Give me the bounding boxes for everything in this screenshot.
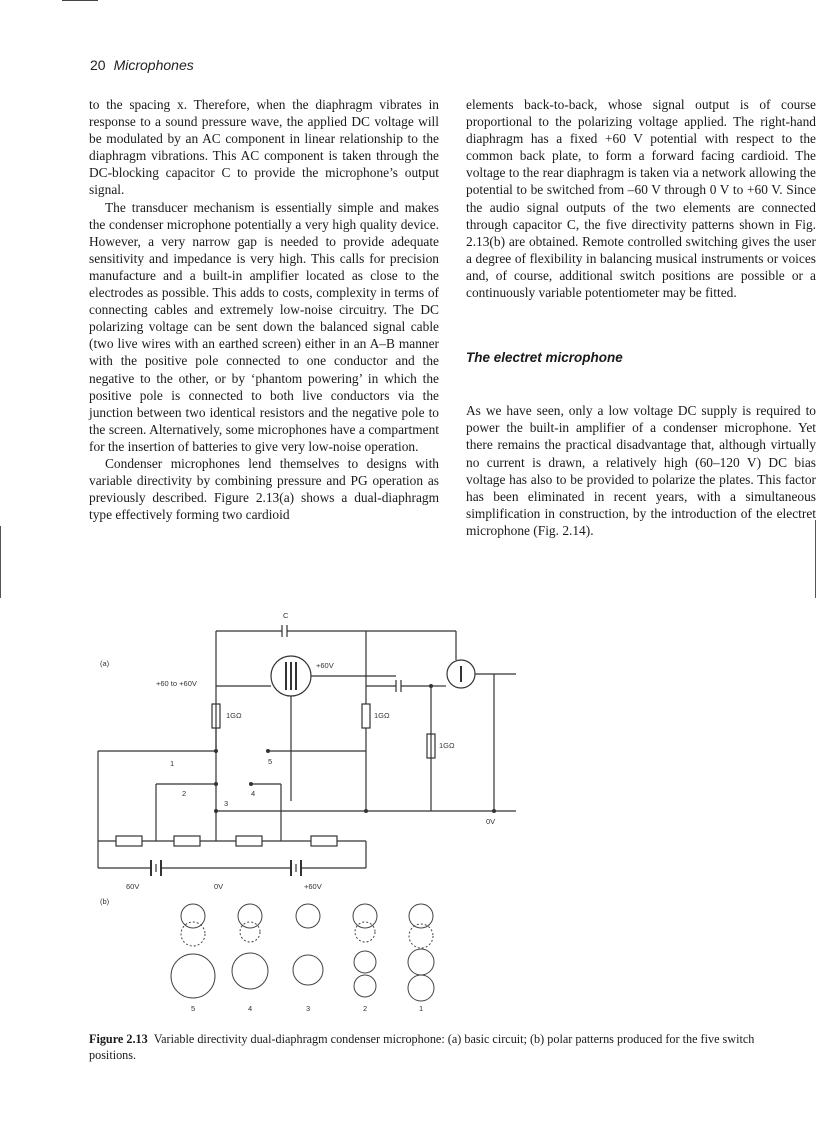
section-heading: The electret microphone <box>466 350 623 366</box>
polar-label: 1 <box>419 1004 424 1013</box>
polar-label: 5 <box>191 1004 196 1013</box>
top-rule <box>62 0 98 1</box>
part-a-label: (a) <box>100 659 110 668</box>
polar-label: 4 <box>248 1004 253 1013</box>
paragraph: The transducer mechanism is essentially simple and makes the condenser microphone potentially a very high quality device. However, a very narrow gap is needed to provide adequate sensitivity and impedance is very high. This calls for precision manufacture and a built-in amplifier located as close to the electrodes as possible. This adds to costs, complexity in terms of connecting cables and extremely low-noise circuitry. The DC polarizing voltage can be sent down the balanced signal cable (two live wires with an earthed screen) either in an A–B manner with the positive pole connected to one conductor and the negative to the other, or by ‘phantom powering’ in which the positive pole is connected to both live conductors via the junction between two identical resistors and the negative pole to the screen. Alternatively, some microphones have a compartment for the insertion of batteries to give very low-noise operation. <box>89 199 439 454</box>
paragraph: As we have seen, only a low voltage DC supply is required to power the built-in amplifier of a condenser microphone. Yet there remains the practical disadvantage that, although virtually no current is drawn, a relatively high (60–120 V) DC bias voltage has also to be provided to polarize the plates. This factor has been eliminated in recent years, with a simultaneous simplification in construction, by the introduction of the electret microphone (Fig. 2.14). <box>466 403 816 538</box>
polar-label: 2 <box>363 1004 368 1013</box>
part-b-label: (b) <box>100 897 110 906</box>
resistor-label: 1GΩ <box>226 711 242 720</box>
voltage-range-label: +60 to +60V <box>156 679 197 688</box>
capacitor-label: C <box>283 611 289 620</box>
right-column <box>466 96 816 539</box>
caption-text: Variable directivity dual-diaphragm condenser microphone: (a) basic circuit; (b) polar patterns produced for the five switch positions. <box>89 1032 755 1062</box>
margin-line <box>0 526 1 598</box>
running-head <box>90 57 194 73</box>
polar-patterns <box>171 904 434 1001</box>
switch-label: 4 <box>251 789 256 798</box>
zero-volt-label: 0V <box>486 817 496 826</box>
minus60-label: 60V <box>126 882 140 891</box>
figure-2-13 <box>86 606 726 1016</box>
dv-label: 0V <box>214 882 224 891</box>
left-column <box>89 96 439 523</box>
chapter-title: Microphones <box>113 57 194 73</box>
plus60-label: +60V <box>316 661 334 670</box>
paragraph: Condenser microphones lend themselves to designs with variable directivity by combining pressure and PG operation as previously described. Figure 2.13(a) shows a dual-diaphragm type effectively forming two cardioid <box>89 455 439 523</box>
polar-label: 3 <box>306 1004 311 1013</box>
caption-label: Figure 2.13 <box>89 1032 148 1046</box>
resistor-label: 1GΩ <box>439 741 455 750</box>
paragraph: elements back-to-back, whose signal output is of course proportional to the polarizing voltage applied. The right-hand diaphragm has a fixed +60 V potential with respect to the common back plate, to form a forward facing cardioid. The voltage to the rear diaphragm is taken via a network allowing the potential to be switched from –60 V through 0 V to +60 V. Since the audio signal outputs of the two elements are connected through capacitor C, the five directivity patterns shown in Fig. 2.13(b) are obtained. Remote controlled switching gives the user a degree of flexibility in balancing musical instruments or voices and, of course, additional switch positions are possible or a continuously variable potentiometer may be fitted. <box>466 97 816 301</box>
resistor-label: 1GΩ <box>374 711 390 720</box>
figure-caption <box>89 1031 779 1063</box>
circuit-diagram <box>86 606 726 1016</box>
switch-label: 5 <box>268 757 273 766</box>
switch-label: 2 <box>182 789 187 798</box>
switch-label: 1 <box>170 759 175 768</box>
battery-plus-label: +60V <box>304 882 322 891</box>
page-number: 20 <box>90 57 106 73</box>
paragraph: to the spacing x. Therefore, when the diaphragm vibrates in response to a sound pressure wave, the applied DC voltage will be modulated by an AC component in linear relationship to the diaphragm vibrations. This AC component is taken through the DC-blocking capacitor C to provide the microphone’s output signal. <box>89 97 439 198</box>
switch-label: 3 <box>224 799 229 808</box>
